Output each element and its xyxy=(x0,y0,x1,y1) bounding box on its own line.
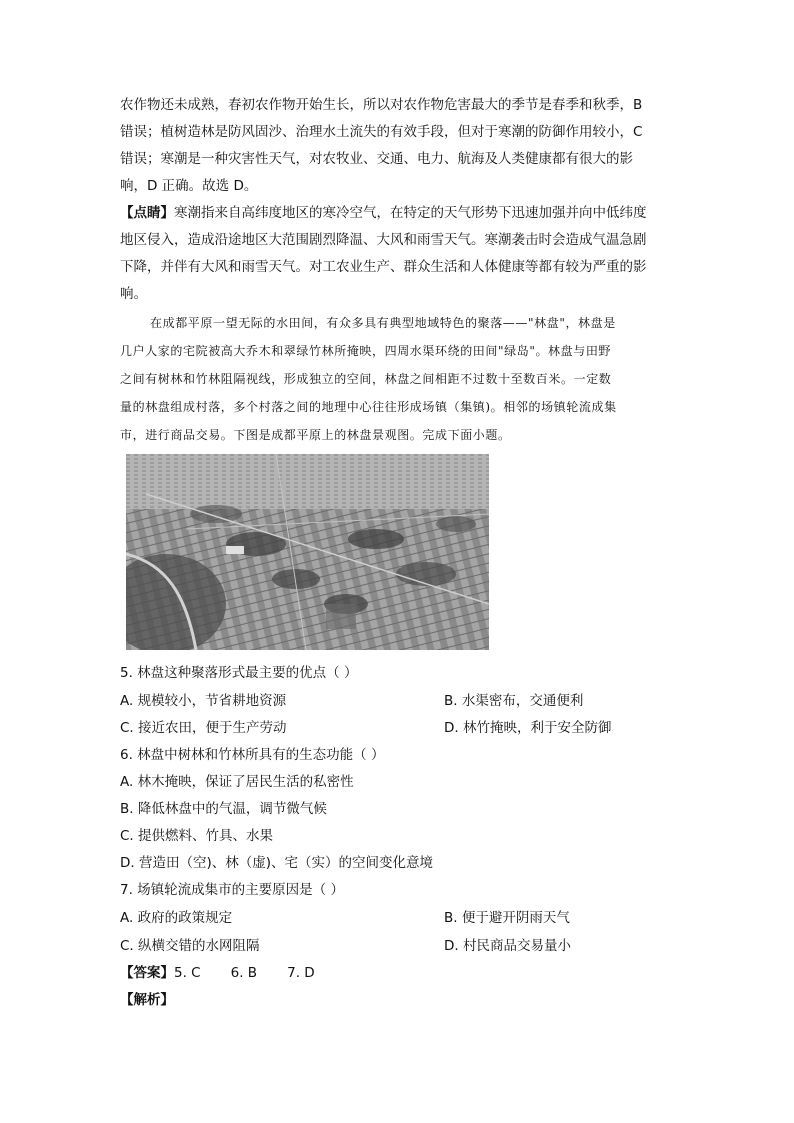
aerial-photo-illustration xyxy=(126,454,489,650)
question-5-option-c: C. 接近农田，便于生产劳动 xyxy=(120,720,287,736)
question-5-option-a: A. 规模较小，节省耕地资源 xyxy=(120,693,287,709)
passage-line-4: 量的林盘组成村落，多个村落之间的地理中心往往形成场镇（集镇)。相邻的场镇轮流成集 xyxy=(120,400,617,414)
question-7-option-b: B. 便于避开阴雨天气 xyxy=(444,910,570,926)
tip-line-2: 地区侵入，造成沿途地区大范围剧烈降温、大风和雨雪天气。寒潮袭击时会造成气温急剧 xyxy=(120,232,647,248)
tip-line-4: 响。 xyxy=(120,286,147,302)
tip-line-3: 下降，并伴有大风和雨雪天气。对工农业生产、群众生活和人体健康等都有较为严重的影 xyxy=(120,259,647,275)
tip-first-line xyxy=(120,204,647,222)
tip-text: 寒潮指来自高纬度地区的寒冷空气，在特定的天气形势下迅速加强并向中低纬度 xyxy=(174,205,647,221)
passage-line-1: 在成都平原一望无际的水田间，有众多具有典型地域特色的聚落——"林盘"，林盘是 xyxy=(150,316,616,330)
question-7-stem: 7. 场镇轮流成集市的主要原因是（ ） xyxy=(120,882,344,898)
question-6-option-b: B. 降低林盘中的气温，调节微气候 xyxy=(120,801,327,817)
question-6-stem: 6. 林盘中树林和竹林所具有的生态功能（ ） xyxy=(120,747,385,763)
answer-label: 【答案】 xyxy=(120,965,174,981)
question-7-option-c: C. 纵横交错的水网阻隔 xyxy=(120,938,260,954)
answer-value: 5. C 6. B 7. D xyxy=(174,965,315,981)
explanation-line-2: 错误；植树造林是防风固沙、治理水土流失的有效手段，但对于寒潮的防御作用较小，C xyxy=(120,124,643,140)
answer-line xyxy=(120,964,315,982)
question-6-option-c: C. 提供燃料、竹具、水果 xyxy=(120,828,274,844)
explanation-line-4: 响，D 正确。故选 D。 xyxy=(120,178,258,194)
passage-line-3: 之间有树林和竹林阻隔视线，形成独立的空间，林盘之间相距不过数十至数百米。一定数 xyxy=(120,372,612,386)
question-5-option-b: B. 水渠密布，交通便利 xyxy=(444,693,584,709)
linpan-aerial-photo xyxy=(126,454,489,650)
analysis-label: 【解析】 xyxy=(120,992,174,1008)
passage-line-5: 市，进行商品交易。下图是成都平原上的林盘景观图。完成下面小题。 xyxy=(120,428,511,442)
question-7-option-d: D. 村民商品交易量小 xyxy=(444,938,571,954)
question-5-option-d: D. 林竹掩映，利于安全防御 xyxy=(444,720,612,736)
explanation-line-3: 错误；寒潮是一种灾害性天气，对农牧业、交通、电力、航海及人类健康都有很大的影 xyxy=(120,151,633,167)
question-6-option-d: D. 营造田（空)、林（虚)、宅（实）的空间变化意境 xyxy=(120,855,434,871)
tip-label: 【点睛】 xyxy=(120,205,174,221)
passage-line-2: 几户人家的宅院被高大乔木和翠绿竹林所掩映，四周水渠环绕的田间"绿岛"。林盘与田野 xyxy=(120,344,612,358)
question-6-option-a: A. 林木掩映，保证了居民生活的私密性 xyxy=(120,774,354,790)
question-5-stem: 5. 林盘这种聚落形式最主要的优点（ ） xyxy=(120,665,358,681)
question-7-option-a: A. 政府的政策规定 xyxy=(120,910,233,926)
explanation-line-1: 农作物还未成熟，春初农作物开始生长，所以对农作物危害最大的季节是春季和秋季，B xyxy=(120,97,643,113)
